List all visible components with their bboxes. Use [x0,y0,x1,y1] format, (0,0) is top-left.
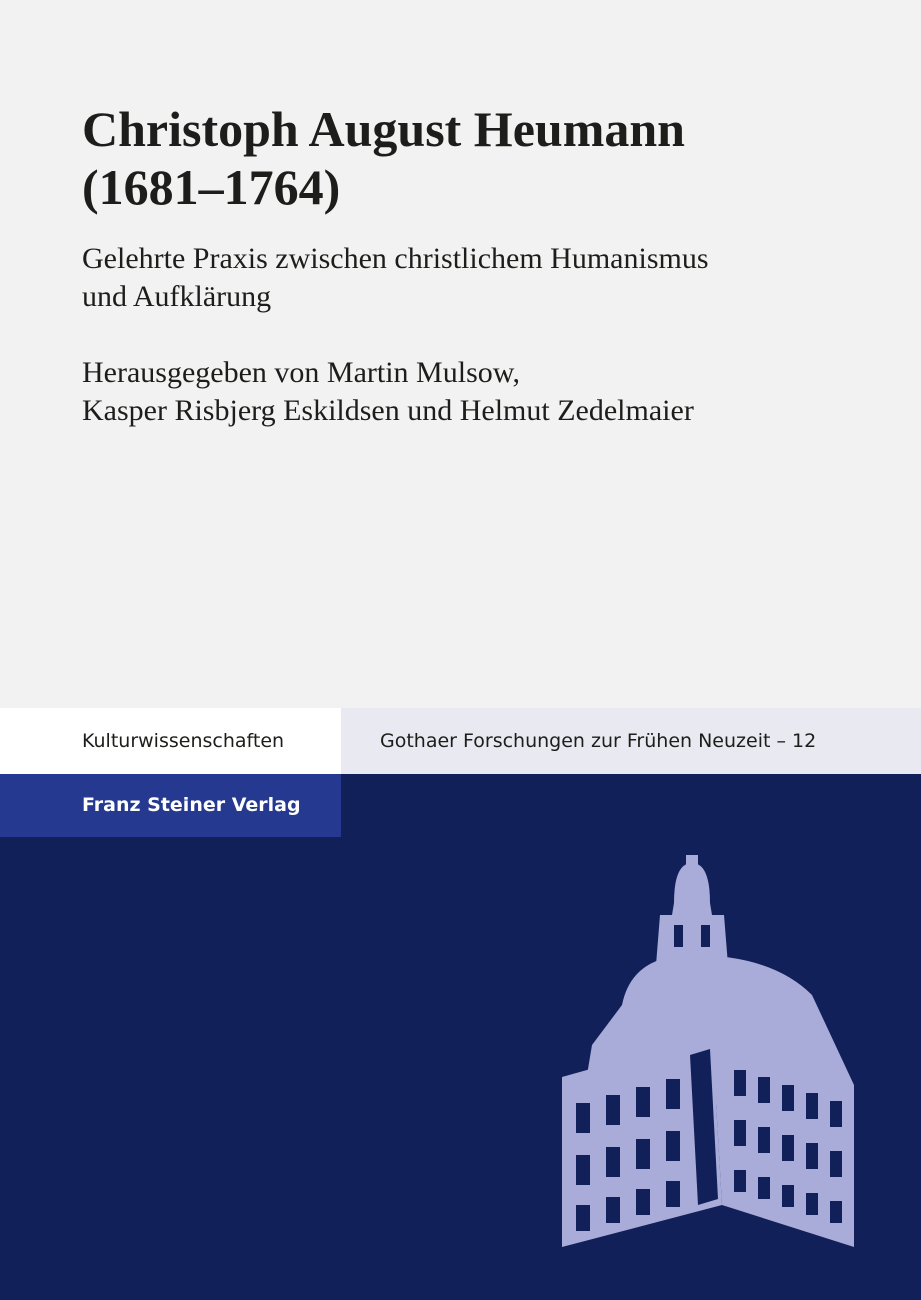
series-band [341,708,921,774]
category-band [0,708,341,774]
subtitle-line-1: Gelehrte Praxis zwischen christlichem Humanismus [82,242,709,275]
book-title [82,100,685,216]
subtitle-line-2: und Aufklärung [82,280,272,313]
title-line-1: Christoph August Heumann [82,101,685,157]
building-illustration-icon [562,855,854,1247]
series-label: Gothaer Forschungen zur Frühen Neuzeit – 12 [380,730,817,752]
category-label: Kulturwissenschaften [82,730,285,752]
editors-line-2: Kasper Risbjerg Eskildsen und Helmut Zedelmaier [82,394,694,427]
editors-line-1: Herausgegeben von Martin Mulsow, [82,356,520,389]
publisher-box [0,774,341,837]
publisher-name: Franz Steiner Verlag [82,794,301,816]
title-line-2: (1681–1764) [82,159,341,215]
book-subtitle [82,240,709,316]
book-editors [82,354,694,430]
